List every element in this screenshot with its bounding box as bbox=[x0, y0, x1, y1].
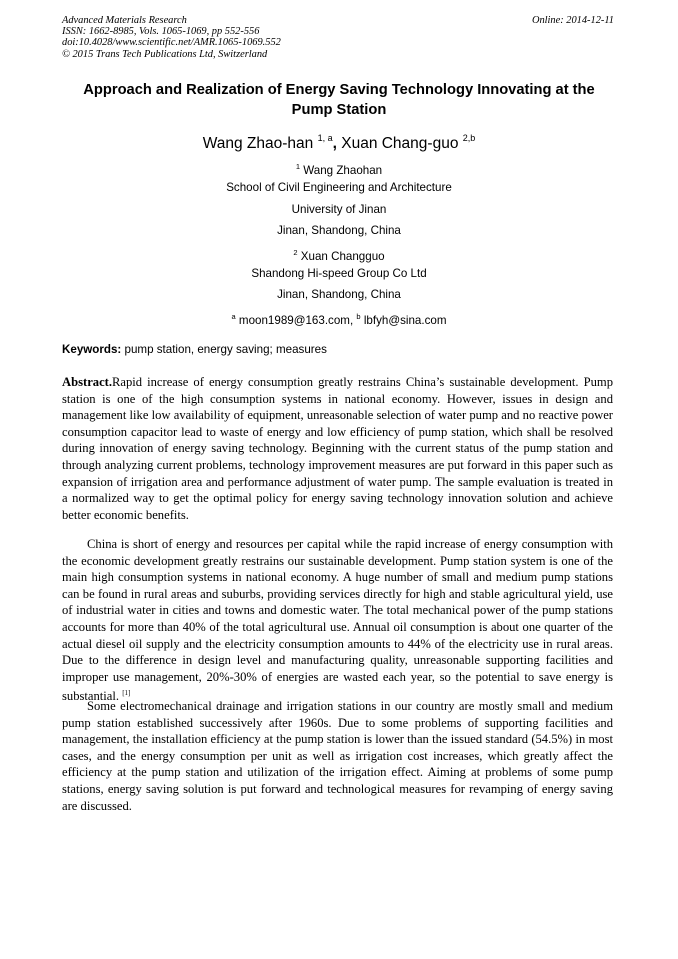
abstract-text: Rapid increase of energy consumption greatly restrains China’s sustainable development. Pump station is one of the high consumption systems in national economy. However, issues in design and management like low availability of equipment, unreasonable selection of water pump and no reactive power consumption capacitor lead to waste of energy and low efficiency of pump station, which shall be resolved during innovation of energy saving technology. Beginning with the current status of the pump station and through analyzing current problems, technology improvement measures are put forward in this paper such as expansion of irrigation area and performance adjustment of water pump. The sample evaluation is treated in a normalized way to get the optimal policy for energy saving technology innovation solution and achieve better economic benefits. bbox=[62, 375, 613, 522]
affiliation-1-school: School of Civil Engineering and Architecture bbox=[226, 181, 452, 195]
abstract bbox=[62, 374, 613, 523]
keywords bbox=[62, 343, 327, 356]
journal-name: Advanced Materials Research bbox=[62, 15, 187, 26]
abstract-label: Abstract. bbox=[62, 375, 113, 389]
email-b-sup: b bbox=[356, 311, 361, 321]
paragraph-1-text: China is short of energy and resources per capital while the rapid increase of energy consumption with the economic development greatly restrains our sustainable development. Pump station system is one of the main high consumption systems in national economy. A huge number of small and medium pump stations can be found in rural areas and suburbs, providing services directly for high and stable agricultural yield, use of industrial water in cities and towns and domestic water. The total mechanical power of the pump stations accounts for more than 40% of the total agricultural use. Annual oil consumption is about one quarter of the actual diesel oil supply and the electricity consumption amounts to 44% of the electricity use in rural areas. Due to the difference in design level and manufacturing quality, unreasonable supporting facilities and improper use management, 20%-30% of energies are wasted each year, so the potential to save energy is substantial. bbox=[62, 537, 613, 704]
author-2-sup: 2,b bbox=[462, 133, 476, 143]
body-paragraph-2 bbox=[62, 698, 613, 814]
author-1-sup: 1, a bbox=[317, 133, 333, 143]
affiliation-2-name bbox=[62, 242, 616, 263]
keywords-label: Keywords: bbox=[62, 343, 122, 356]
copyright-line: © 2015 Trans Tech Publications Ltd, Switzerland bbox=[62, 48, 268, 60]
paragraph-2-text: Some electromechanical drainage and irrigation stations in our country are mostly small and medium pump station established successively after 1960s. Due to some problems of supporting facilities and management, the installation efficiency at the pump station is lower than the issued standard (54.5%) in most cases, and the energy consumption per unit as well as irrigation cost increases, which greatly affect the efficiency at the pump station and utilization of the irrigation effect. Aiming at problems of some pump stations, energy saving solution is put forward and technological measures for revamping of energy saving are discussed. bbox=[62, 699, 613, 813]
journal-header bbox=[62, 15, 281, 60]
author-line bbox=[62, 128, 616, 154]
affiliation-2-person: Xuan Changguo bbox=[300, 249, 385, 263]
affiliation-2-sup: 2 bbox=[293, 247, 298, 257]
issn-line: ISSN: 1662-8985, Vols. 1065-1069, pp 552-556 bbox=[62, 26, 260, 38]
affiliation-1-name bbox=[62, 156, 616, 177]
author-separator: , bbox=[332, 135, 337, 152]
reference-1[interactable]: [1] bbox=[122, 689, 131, 698]
affiliation-1-person: Wang Zhaohan bbox=[303, 164, 383, 177]
paper-title: Approach and Realization of Energy Saving Technology Innovating at the Pump Station bbox=[83, 82, 595, 118]
affiliations bbox=[62, 156, 616, 327]
email-a[interactable]: moon1989@163.com, bbox=[238, 313, 354, 327]
affiliation-1-city: Jinan, Shandong, China bbox=[277, 224, 401, 238]
author-2: Xuan Chang-guo bbox=[341, 135, 459, 152]
affiliation-1-sup: 1 bbox=[295, 162, 301, 171]
email-b[interactable]: lbfyh@sina.com bbox=[363, 313, 447, 327]
email-a-sup: a bbox=[231, 311, 236, 321]
online-date: Online: 2014-12-11 bbox=[531, 15, 614, 26]
keywords-text: pump station, energy saving; measures bbox=[124, 343, 327, 356]
author-1: Wang Zhao-han bbox=[202, 135, 314, 152]
affiliation-2-city: Jinan, Shandong, China bbox=[277, 288, 401, 302]
affiliation-1-university: University of Jinan bbox=[291, 202, 387, 216]
doi-line: doi:10.4028/www.scientific.net/AMR.1065-1069.552 bbox=[62, 37, 281, 49]
body-paragraph-1 bbox=[62, 536, 613, 705]
email-line bbox=[62, 306, 616, 327]
affiliation-2-org: Shandong Hi-speed Group Co Ltd bbox=[251, 266, 427, 280]
